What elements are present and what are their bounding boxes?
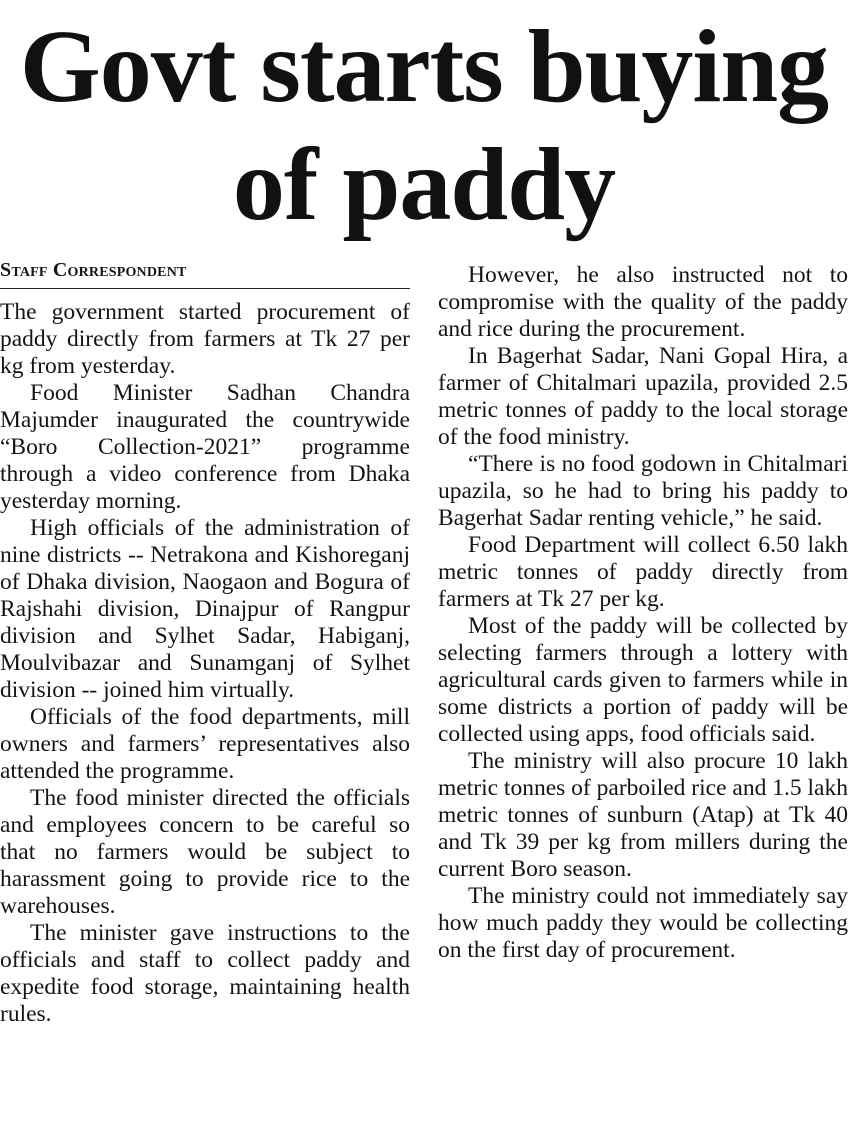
column-right bbox=[438, 262, 848, 964]
paragraph: The ministry will also procure 10 lakh metric tonnes of parboiled rice and 1.5 lakh metric tonnes of sunburn (Atap) at Tk 40 and Tk 39 per kg from millers during the current Boro season. bbox=[438, 748, 848, 882]
paragraph: Food Minister Sadhan Chandra Majumder inaugurated the countrywide “Boro Collection-2021” programme through a video conference from Dhaka yesterday morning. bbox=[0, 380, 410, 514]
column-left bbox=[0, 258, 410, 1028]
paragraph: The ministry could not immediately say how much paddy they would be collecting on the first day of procurement. bbox=[438, 883, 848, 963]
headline: Govt starts buying of paddy bbox=[19, 9, 829, 242]
paragraph: The government started procurement of paddy directly from farmers at Tk 27 per kg from yesterday. bbox=[0, 299, 410, 379]
paragraph: Food Department will collect 6.50 lakh metric tonnes of paddy directly from farmers at Tk 27 per kg. bbox=[438, 532, 848, 612]
paragraph: “There is no food godown in Chitalmari upazila, so he had to bring his paddy to Bagerhat Sadar renting vehicle,” he said. bbox=[438, 451, 848, 531]
byline: Staff Correspondent bbox=[0, 258, 410, 289]
paragraph: However, he also instructed not to compromise with the quality of the paddy and rice during the procurement. bbox=[438, 262, 848, 342]
paragraph: High officials of the administration of nine districts -- Netrakona and Kishoreganj of Dhaka division, Naogaon and Bogura of Rajshahi division, Dinajpur of Rangpur division and Sylhet Sadar, Habiganj, Moulvibazar and Sunamganj of Sylhet division -- joined him virtually. bbox=[0, 515, 410, 703]
paragraph: Officials of the food departments, mill owners and farmers’ representatives also attended the programme. bbox=[0, 704, 410, 784]
paragraph: In Bagerhat Sadar, Nani Gopal Hira, a farmer of Chitalmari upazila, provided 2.5 metric tonnes of paddy to the local storage of the food ministry. bbox=[438, 343, 848, 450]
paragraph: The food minister directed the officials and employees concern to be careful so that no farmers would be subject to harassment going to provide rice to the warehouses. bbox=[0, 785, 410, 919]
paragraph: The minister gave instructions to the officials and staff to collect paddy and expedite food storage, maintaining health rules. bbox=[0, 920, 410, 1027]
paragraph: Most of the paddy will be collected by selecting farmers through a lottery with agricultural cards given to farmers while in some districts a portion of paddy will be collected using apps, food officials said. bbox=[438, 613, 848, 747]
